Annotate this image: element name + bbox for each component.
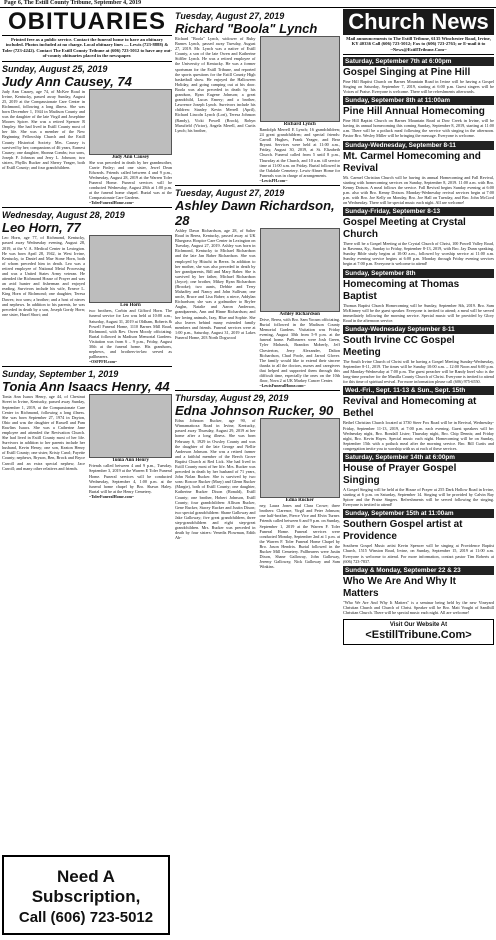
church-news-column xyxy=(343,9,494,938)
event-date-bar: Sunday & Monday, September 22 & 23 xyxy=(343,566,494,575)
funeral-home-credit: ~OSFPFH.com~ xyxy=(89,359,118,365)
event-title: House of Prayer Gospel Singing xyxy=(343,462,457,486)
event-date-bar: Sunday-Wednesday, September 8-11 xyxy=(343,141,494,150)
obituary-text: Friends called between 4 and 9 p.m., Tuesday, September 3, 2019 at the Warren E Toler Funeral Home. Funeral services will be conducted Wednesday, September 4, 1:00 p.m. at the funeral home chapel by Bro. Shawn Haley. Burial will be at the Henry Cemetery. xyxy=(89,463,172,494)
photo-caption: Tonia Ann Henry xyxy=(111,458,150,464)
obituaries-title: OBITUARIES xyxy=(2,9,172,36)
obituary-photo xyxy=(260,36,341,122)
obituary-name: Edna Johnson Rucker, 90 xyxy=(175,403,334,419)
event-body: Bethel Christian Church located at 3730 Steer Fox Road will be in Revival, Wednesday-Friday, September 11-13, 2019, at 7:00 p.m. each evening. Guest speakers will be: Wednesday night, Bro. Rondall Lister; Thursday night, Bro. Chip Dennis; and Friday night, Bro. Kevin Hayes. Special music each night. Homecoming will be on Sunday, September 15th with a potluck meal after the morning service. Bro. Bill Curtis and congregation invite you to worship with us at each of these services. xyxy=(343,420,494,451)
photo-caption: Leo Horn xyxy=(120,303,141,309)
obituary-text: Richard "Boola" Lynch, widower of Ruby Barnes Lynch, passed away Tuesday, August 27, 2019. Mr. Lynch was a native of Estill County, a son of the late Owen and Katherine Stiffler Lynch. He was a retired employee of the University of Kentucky. He was a former sportsman for the Estill Tribune, and reported the sports questions for the Estill County High basketball show. He enjoyed the Halloween Holiday, and going camping out at his door. Boola was also preceded in death by his grandson, Ryan Eugene Johnson; a great grandchild, Lucas Emery; and a brother, Lawrence Joseph Lynch. Survivors include his children: Stanley Kevin Merrell (April), Richard Lincoln Lynch (Lori), Teresa Johnson (Randy), Vicki Powell (Brock), Robyn Mussfield (Victor), Angela Merell, and Curtis Lynch; his brother, xyxy=(175,36,256,133)
church-event xyxy=(343,96,494,138)
church-event xyxy=(343,57,494,94)
obituaries-column xyxy=(2,9,172,938)
obituary-text: She was preceded in death by her grandmother, Carrie Finley; and one sister, Jewel Dean Edwards. Friends called between 4 and 9 p.m., Wednesday, August 28, 2019 at the Warren Toler Funeral Home. Funeral services will be conducted Wednesday, August 28th at 1:00 p.m. at the funeral home chapel. Burial was at the Compassionate Care Gardens. xyxy=(89,159,172,201)
event-date-bar: Sunday-Friday, September 8-13 xyxy=(343,207,494,216)
event-title: South Irvine CC Gospel Meeting xyxy=(343,334,455,358)
obituary-photo xyxy=(260,418,341,498)
obituary-causey xyxy=(2,64,172,206)
obituary-name: Tonia Ann Isaacs Henry, 44 xyxy=(2,379,170,395)
event-title: Gospel Singing at Pine Hill xyxy=(343,66,471,78)
church-event xyxy=(343,207,494,266)
obituary-horn xyxy=(2,210,172,364)
website-promo xyxy=(343,619,494,645)
website-promo-label: Visit Our Website At xyxy=(389,622,448,629)
obituary-name: Richard "Boola" Lynch xyxy=(175,21,318,36)
obituary-richardson xyxy=(175,188,340,388)
obituary-name: Judy Ann Causey, 74 xyxy=(2,73,132,89)
event-title: Southern Gospel artist at Providence xyxy=(343,519,463,543)
funeral-home-credit: ~LewisFH.com~ xyxy=(259,177,288,183)
event-date-bar: Sunday, September 8th xyxy=(343,269,494,278)
event-title: Who We Are And Why It Matters xyxy=(343,575,456,599)
obituaries-middle-column xyxy=(175,9,340,938)
event-body: Southern Gospel Music artist Kevin Spencer will be singing at Providence Baptist Church, 1515 Winston Road, Irvine, on Sunday, September 15, 2019 at 11:00 a.m. Everyone is welcome to attend. For more information, contact pastor Tim Roberts at (606) 723-7837. xyxy=(343,543,494,564)
church-event xyxy=(343,325,494,384)
obituary-name: Ashley Dawn Richardson, 28 xyxy=(175,197,335,228)
church-event xyxy=(343,269,494,323)
event-title: Gospel Meeting at Crystal Church xyxy=(343,217,466,241)
obituary-text: Drive, Berea, with Bro. Sam Yocum officiating. Burial followed in the Madison County Memorial Gardens. Visitation was Friday evening, August 30th from 5-9 p.m. at the funeral home. Pallbearers were Josh Green, Tyler Mohawk, Brandon Moberly, Jeff Chesterton, Jerry Alexander, Dalton Richardson, Chad Poole, and Jarrod Glover. The family would like to extend their sincere thanks to all the doctors, nurses and caregivers that helped and supported them through this difficult time, especially the ones on the 10th floor, Nova 2 at UK Markey Cancer Center. xyxy=(259,316,340,384)
website-link[interactable]: <EstillTribune.Com> xyxy=(365,629,472,642)
event-body: Thomas Baptist Church Homecoming will be Sunday, September 8th, 2019. Bro. Sam McKinney will be the guest speaker. Everyone is invited to attend; a meal will be served immediately following the morning service. Special music will be provided by Glory Road in the afternoon service. xyxy=(343,302,494,323)
obituary-photo xyxy=(89,235,172,303)
obituary-text: Tonia Ann Isaacs Henry, age 44, of Chestnut Street in Irvine, Kentucky, passed away Sunday, September 1, 2019, at the Compassionate Care Center in Richmond, following a long illness. She was born September 27, 1974 in Dayton, Ohio and was the daughter of Russell and Pam Rawlins Isaacs. She was a Catherine Jane employee and attended the Revivation Church. She had lived in Estill County most of her life. Survivors in addition to her parents include her husband, Kevin Henry; one son, Keaton Henry of Estill County; one sister, Kristy Carol; Fayette County; nephews, Bryson, Ben, Brock and Bryce Carroll and an extra special nephew, Jace Carroll; and many other relatives and friends. xyxy=(2,394,85,471)
event-body: A Gospel Singing will be held at the House of Prayer at 255 Dark Hollow Road in Irvine, starting at 6 p.m. on Saturday, September 14. Singing will be provided by Calvin Ray Spicer and the Praise Singers. Refreshments will be served following the singing. Everyone is invited to attend! xyxy=(343,486,494,508)
event-date-bar: Sunday, September 15th at 11:00am xyxy=(343,509,494,518)
obituary-date: Thursday, August 29, 2019 xyxy=(175,393,289,404)
photo-caption: Richard Lynch xyxy=(283,122,316,127)
obituary-photo xyxy=(89,89,172,155)
event-date-bar: Wed.-Fri., Sept. 11-13 & Sun., Sept. 15th xyxy=(343,386,494,395)
obituary-photo xyxy=(89,394,172,458)
photo-caption: Ashley Richardson xyxy=(279,311,320,317)
obituary-lynch xyxy=(175,11,340,183)
event-title: Revival and Homecoming at Bethel xyxy=(343,396,477,420)
obituary-date: Tuesday, August 27, 2019 xyxy=(175,187,285,198)
church-news-note: Mail announcements to The Estill Tribune, 6135 Winchester Road, Irvine, KY 40336 Call (606) 723-5012; Fax to (606) 723-2763; or E-mail it to ~News@EstillTribune.Com~ xyxy=(343,35,494,55)
event-body: There will be a Gospel Meeting at the Crystal Church of Christ, 100 Powell Valley Road, in Ravenna, Ky., Sunday to Friday, September 8-13, 2019, with Bro. Jay Dunn speaking. Sunday Bible study begins at 10:00 a.m., followed by worship service at 11:00 a.m. Sunday evening service begins at 6:00 p.m. Monday through Friday evening services begin at 7:00 p.m. Everyone is welcome to attend! xyxy=(343,241,494,267)
subscription-ad-line1: Need A Subscription, xyxy=(31,867,141,906)
subscription-ad-phone: Call (606) 723-5012 xyxy=(18,909,154,926)
event-body: Pine Hill Baptist Church on Barnes Mountain Road at Dow Creek in Irvine, will be having its annual homecoming this coming Sunday, September 8, 2019, starting at 11:00 a.m. There will be a potluck meal following the service with singing in the afternoon. Pastor Bro. Wesley Miller will be bringing the message. Everyone is welcome. xyxy=(343,118,494,139)
church-event xyxy=(343,566,494,615)
page-folio: Page 6, The Estill County Tribune, September 4, 2019 xyxy=(0,0,496,8)
event-date-bar: Saturday, September 14th at 6:00pm xyxy=(343,453,494,462)
obituary-text: ney, Laura Jones and Clara Crowe; three brothers: Clarence, Virgil and Peter Johnson; one half-brother, Pierce Vice and Elvin Turner. Friends called between 6 and 9 p.m. on Sunday, September 1, 2019 at the Warren F. Toler Funeral Home. Funeral services were conducted Monday, September 2nd at 1 p.m. at the Warren F. Toler Funeral Home Chapel by Bro. Jason Hendrix. Burial followed in the Rucker Mill Cemetery. Pallbearers were Justin Dixon, Shane Galloway, John Galloway, Jeremy Galloway, Nick Galloway and Sam Winkins. xyxy=(259,503,340,570)
obituary-date: Wednesday, August 28, 2019 xyxy=(2,210,125,221)
event-body: Pine Hill Baptist Church on Barnes Mountain Road in Irvine will be having a Gospel Singing on Saturday, September 7, 2019, starting at 6:00 p.m. Guest singers will be Voices of Praise. Everyone is welcome. There will be refreshments afterwards. xyxy=(343,78,494,95)
obituary-date: Sunday, September 1, 2019 xyxy=(2,369,119,380)
funeral-home-credit: ~TolerFuneralHome.com~ xyxy=(89,493,135,499)
obituary-name: Leo Horn, 77 xyxy=(2,220,81,236)
obituary-text: Leo Horn, age 77, of Richmond, Kentucky, passed away Wednesday evening, August 28, 2019, at the V. A. Medical Center in Lexington. He was born April 28, 1942, in West Irvine, Kentucky, to Daniel and Mae Stone Horn, both of whom preceded him in death. Leo was a retired employee of National Metal Processing and was a United States Army veteran. He attended the Richmond House of Prayer and was an avid hunter and fisherman and enjoyed reading. Survivors include his wife, Ernece L. King Horn of Richmond; one daughter, Teresa Dawes; two sons; a brother; and a host of nieces and nephews. In addition to his parents, he was preceded in death by a son, Joseph Gordy Horn; one sister, Hazel Short; and xyxy=(2,235,85,317)
obituary-text: Judy Ann Causey, age 74, of McKee Road in Irvine, Kentucky, passed away Sunday, August 25, 2019 at the Compassionate Care Center in Richmond, following a long illness. She was born December 1, 1944 in Madison County and was the daughter of the late Virgil and Josephine Moores Spicer. She was a retired Spencer R Ompley. She had lived in Estill County most of her life. She was a member of the New Beginning Fellowship Church and the Estill County Historical Society. Mrs. Causey is survived by her; companions of 46 years, Earnest Causey; one daughter, Shonna Combs; two sons, Joseph F. Johnson and Jerry L. Johnson; two sisters, Phyllis Rucker and Sherry Yeager, both of Estill County; and four grandchildren. xyxy=(2,88,85,171)
event-date-bar: Sunday-Wednesday September 8-11 xyxy=(343,325,494,334)
obituary-text: Edna Johnson Rucker, age 90, of Winnamattoxa Road in Irvine, Kentucky, passed away Thursday, August 29, 2019 at her home after a long illness. She was born February 6, 1929 in Owsley County and was the daughter of the late George and Nellie Anderson Johnson. She was a retired farmer and a faithful member of the Beech Grove Baptist Church at Red Lick. She had lived in Estill County most of her life. Mrs. Rucker was preceded in death by her husband of 71 years, John Nolan Rucker. She is survived by two sons: Roscoe Rucker (Mary) and Glenn Rucker (Margie), both of Estill County; one daughter, Katherine Rucker Dixon (Ronald), Estill County; one brother, Hobert Johnson, Estill County; four grandchildren: Allison Rucker, Gene Rucker, Stacey Rucker and Justin Dixon; two special grandchildren: Shane Galloway and Jake Galloway; five great grandchildren, three step-grandchildren and eight step-great grandchildren. Mrs. Rucker was preceded in death by four sisters: Venedis Plowman, Edith Ab- xyxy=(175,418,256,541)
event-title: Mt. Carmel Homecoming and Revival xyxy=(343,150,481,174)
obituary-date: Sunday, August 25, 2019 xyxy=(2,63,108,74)
event-date-bar: Saturday, September 7th at 6:00pm xyxy=(343,57,494,66)
event-body: The South Irvine Church of Christ will be having a Gospel Meeting Sunday-Wednesday, September 8-11, 2019. The times will be Sunday 10:00 a.m. – 12:00 Noon and 6:00 p.m. and Monday-Wednesday at 7:00 p.m. The guest preacher will be Randy Inrel who is the long-time preacher for the Manilla County Church of Christ. Everyone is invited to attend for this time of spiritual revival. For more information please call (606) 975-6550. xyxy=(343,358,494,385)
event-title: Homecoming at Thomas Baptist xyxy=(343,278,460,302)
obituary-henry xyxy=(2,369,172,499)
obituary-text: Ashley Dawn Richardson, age 28, of Salter Road in Berea, Kentucky, passed away at UK Bluegrass Hospice Care Center in Lexington on Tuesday, August 27, 2019. Ashley was born in Richmond, Kentucky to Michael Richardson and the late Jan Baber Richardson. She was employed by Hitachi in Berea. In addition to her mother, she was also preceded in death by her grandparents, Bill and Mary Baber. She is survived by her father, Michael Richardson (Joyce); one brother, Mikey Ryan Richardson (Brooke); two aunts, Debbie and Terry Mahaffey and Nancy and John Sullivan; one uncle, Bruce and Lisa Baber; a niece, Addylan Richardson; she was a godmother to Brylee Aughn, Natalie and Aaron Anderson, grandparents, Ann and Hinne Richardson; and her loving animals, Izzy, Blue and Sophie. She also leaves behind many extended family members and friends. Funeral services were at 1:00 p.m., Saturday, August 31, 2019 at Lakes Funeral Home, 203 North Dogwood xyxy=(175,227,256,340)
event-body: Mt. Carmel Christian Church will be having its annual Homecoming and Fall Revival, starting with homecoming services on Sunday, September 8, 2019. 11:00 a.m. with Bro. Kenny Dotson. A meal follows the service. Fall Revival begins Sunday evening at 6:00 p.m. also with Bro. Kenny Dotson. Monday-Wednesday revival services begin at 7:00 p.m. with Bro. Joe Kelly on Monday, Bro. Joe Hall on Tuesday, and Bro. John McCord on Wednesday. There will be special music each night. All are welcome! xyxy=(343,174,494,206)
subscription-ad xyxy=(2,855,170,935)
event-body: "Who We Are And Why It Matters" is a seminar being held by the new Vineyard Christian Church and Church of Christ. Speaker will be Bro. Matt Vought of Sandhill Christian Church. There will be special music each night. All are welcome! xyxy=(343,599,494,615)
photo-caption: Edna Rucker xyxy=(285,498,314,504)
obituary-text: Randolph Merrell E Lynch; 16 grandchildren; 24 great grandchildren; and special friends: Carroll Hughes, Frank Yeager, and Bear Bryant. Services were held at 11:00 a.m., Friday, August 30, 2019, at St. Elizabeth Church. Funeral called from 5 until 8 p.m., Thursday at the Church, and 10 a.m. till service time at 11:00 a.m. on Friday. Burial followed in the Oakdale Cemetery. Lewis-Abner Home for Funerals was in charge of arrangements. xyxy=(259,127,340,178)
church-event xyxy=(343,453,494,507)
church-event xyxy=(343,141,494,206)
obituary-photo xyxy=(260,228,341,312)
funeral-home-credit: ~TolerFuneralHome.com~ xyxy=(89,200,135,206)
photo-caption: Judy Ann Causey xyxy=(111,154,150,160)
church-event xyxy=(343,509,494,563)
funeral-home-credit: ~LewisFuneralHome.com~ xyxy=(259,383,306,389)
church-news-title: Church News xyxy=(343,9,494,35)
obituary-text: two brothers, Corbin and Gifford Horn. The funeral service for Leo was held at 10:00 a.m., Saturday, August 31, 2019 at Oldham, Roberts & Powell Funeral Home, 1110 Barnes Mill Road, Richmond, with Rev. Owen Moody officiating. Burial followed in Madison Memorial Gardens. Visitation was from 6 – 9 p.m., Friday, August 30th at the funeral home. His grandsons, nephews, and brothers-in-law served as pallbearers. xyxy=(89,308,172,360)
obituaries-note: Printed free as a public service. Contact the funeral home to have an obituary included. Photos included at no charge. Local obituary lines — Lewis (723-8888) & Toler (723-4242). Contact The Estill County Tribune at (606) 723-5012 to have any out-of-county obituaries placed in the newspaper. xyxy=(2,36,172,62)
event-title: Pine Hill Annual Homecoming xyxy=(343,106,485,118)
church-event xyxy=(343,386,494,451)
obituary-date: Tuesday, August 27, 2019 xyxy=(175,11,285,21)
event-date-bar: Sunday, September 8th at 11:00am xyxy=(343,96,494,105)
obituary-rucker xyxy=(175,393,340,569)
